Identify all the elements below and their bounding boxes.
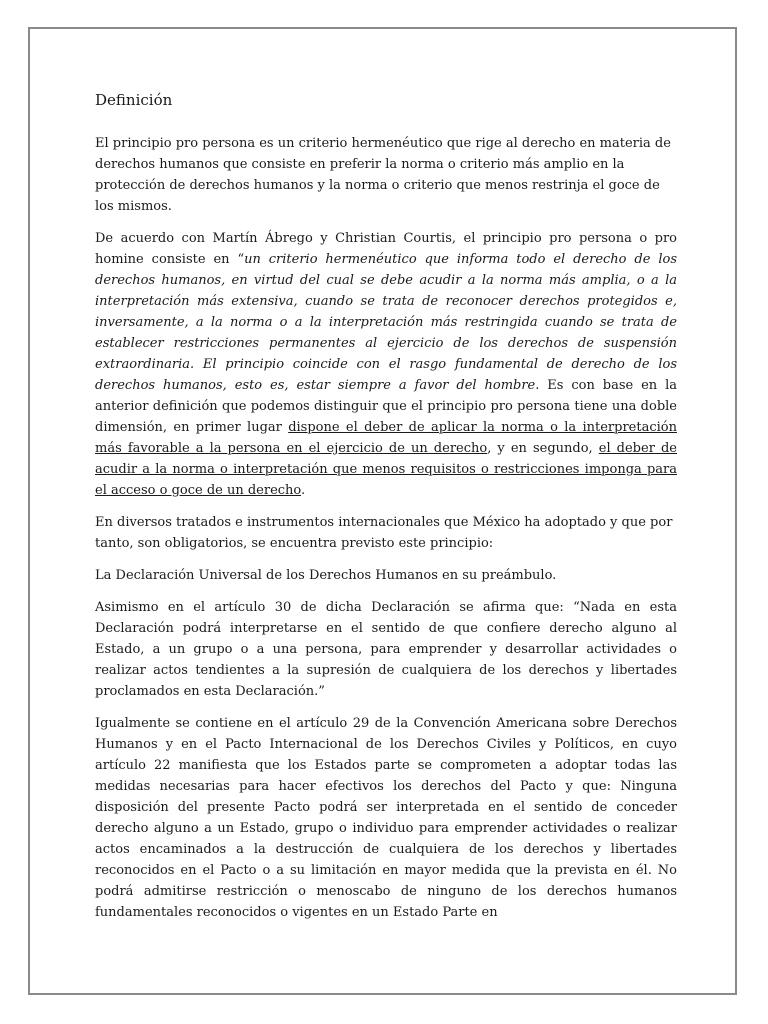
document-body [95, 91, 677, 934]
paragraph-middle-text: . Es con base en la anterior definición que podemos distinguir que el principio pro persona tiene una doble dimensión, en primer lugar [95, 378, 677, 435]
paragraph-treaties: En diversos tratados e instrumentos internacionales que México ha adoptado y que por tanto, son obligatorios, se encuentra previsto este principio: [95, 515, 673, 551]
paragraph-intro-text: De acuerdo con Martín Ábrego y Christian Courtis, el principio pro persona o pro homine consiste en “ [95, 231, 677, 267]
paragraph-declaration: La Declaración Universal de los Derechos Humanos en su preámbulo. [95, 568, 557, 583]
paragraph-abrego-courtis [95, 228, 677, 501]
paragraph-definition: El principio pro persona es un criterio hermenéutico que rige al derecho en materia de derechos humanos que consiste en preferir la norma o criterio más amplio en la protección de derechos humanos y la norma o criterio que menos restrinja el goce de los mismos. [95, 136, 671, 214]
paragraph-article-29: Igualmente se contiene en el artículo 29 de la Convención Americana sobre Derechos Humanos y en el Pacto Internacional de los Derechos Civiles y Políticos, en cuyo artículo 22 manifiesta que los Estados parte se comprometen a adoptar todas las medidas necesarias para hacer efectivos los derechos del Pacto y que: Ninguna disposición del presente Pacto podrá ser interpretada en el sentido de conceder derecho alguno a un Estado, grupo o individuo para emprender actividades o realizar actos encaminados a la destrucción de cualquiera de los derechos y libertades reconocidos en el Pacto o a su limitación en mayor medida que la prevista en él. No podrá admitirse restricción o menoscabo de ninguno de los derechos humanos fundamentales reconocidos o vigentes en un Estado Parte en [95, 716, 677, 920]
paragraph-between-text: , y en segundo, [487, 441, 599, 456]
underlined-second-dimension: el deber de acudir a la norma o interpretación que menos requisitos o restricciones imponga para el acceso o goce de un derecho [95, 441, 677, 498]
underlined-first-dimension: dispone el deber de aplicar la norma o la interpretación más favorable a la persona en el ejercicio de un derecho [95, 420, 677, 456]
paragraph-end-text: . [301, 483, 306, 498]
quoted-definition: un criterio hermenéutico que informa todo el derecho de los derechos humanos, en virtud del cual se debe acudir a la norma más amplia, o a la interpretación más extensiva, cuando se trata de reconocer derechos protegidos e, inversamente, a la norma o a la interpretación más restringida cuando se trata de establecer restricciones permanentes al ejercicio de los derechos de suspensión extraordinaria. El principio coincide con el rasgo fundamental de derecho de los derechos humanos, esto es, estar siempre a favor del hombre [95, 252, 677, 393]
section-title: Definición [95, 91, 173, 109]
paragraph-article-30: Asimismo en el artículo 30 de dicha Declaración se afirma que: “Nada en esta Declaración podrá interpretarse en el sentido de que confiere derecho alguno al Estado, a un grupo o a una persona, para emprender y desarrollar actividades o realizar actos tendientes a la supresión de cualquiera de los derechos y libertades proclamados en esta Declaración.” [95, 600, 677, 699]
document-page [28, 27, 737, 995]
